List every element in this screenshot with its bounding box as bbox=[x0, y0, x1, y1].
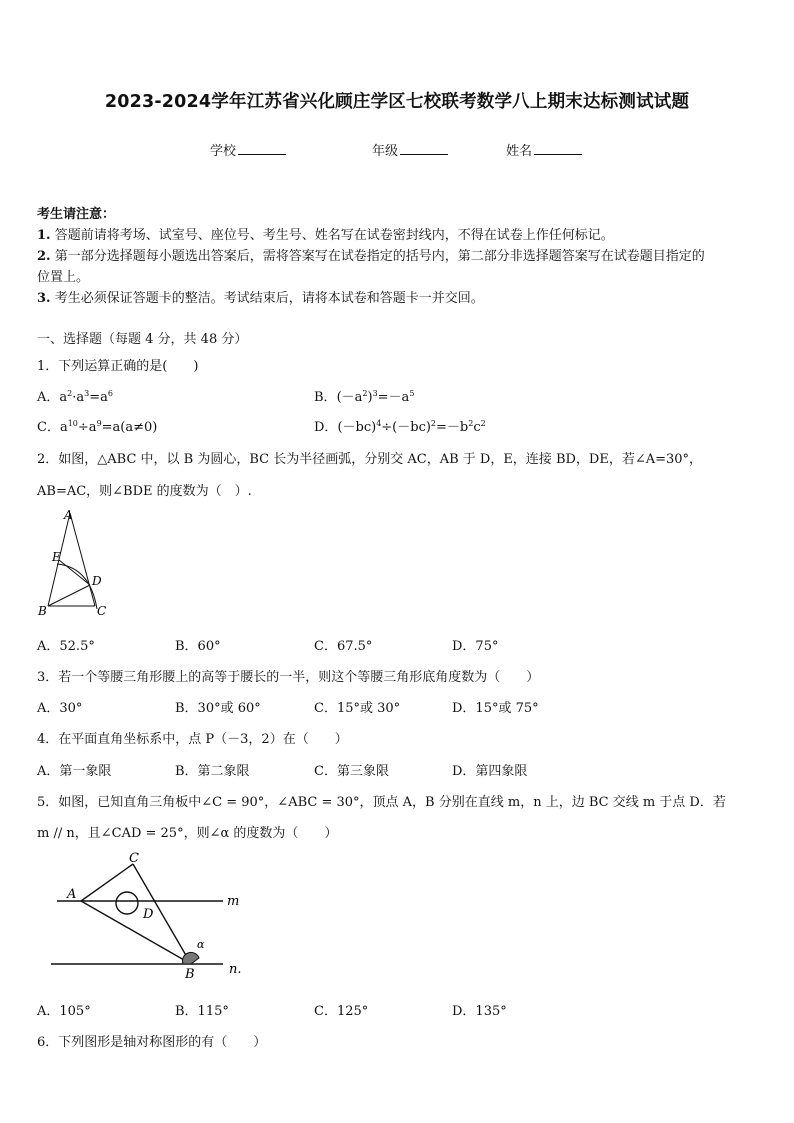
label-b: B bbox=[38, 604, 47, 618]
q3-option-c[interactable]: C．15°或 30° bbox=[314, 701, 401, 716]
notice-item-2: 2. 第一部分选择题每小题选出答案后，需将答案写在试卷指定的括号内，第二部分非选择题答案写在试卷题目指定的 bbox=[37, 249, 705, 264]
segment-ac bbox=[81, 864, 133, 901]
label-n: n. bbox=[229, 962, 242, 977]
label-d: D bbox=[92, 574, 102, 588]
notice-item-1: 1. 答题前请将考场、试室号、座位号、考生号、姓名写在试卷密封线内，不得在试卷上作任何标记。 bbox=[37, 228, 614, 243]
notice-item-3: 3. 考生必须保证答题卡的整洁。考试结束后，请将本试卷和答题卡一并交回。 bbox=[37, 291, 484, 306]
segment-bd bbox=[48, 585, 90, 606]
school-blank[interactable] bbox=[238, 142, 286, 155]
name-label: 姓名 bbox=[506, 144, 533, 159]
notice-item-2-cont: 位置上。 bbox=[37, 270, 90, 285]
page-title: 2023-2024学年江苏省兴化顾庄学区七校联考数学八上期末达标测试试题 bbox=[104, 92, 690, 112]
q5-option-c[interactable]: C．125° bbox=[314, 1004, 369, 1019]
q4-option-c[interactable]: C．第三象限 bbox=[314, 764, 389, 779]
segment-ac bbox=[70, 513, 95, 606]
section-heading: 一、选择题（每题 4 分，共 48 分） bbox=[37, 332, 248, 347]
q4-option-b[interactable]: B．第二象限 bbox=[175, 764, 250, 779]
school-field bbox=[210, 140, 286, 159]
name-blank[interactable] bbox=[534, 142, 582, 155]
grade-blank[interactable] bbox=[400, 142, 448, 155]
q5-option-d[interactable]: D．135° bbox=[452, 1004, 507, 1019]
label-c: C bbox=[97, 604, 107, 618]
arc-centered-b bbox=[57, 564, 97, 609]
segment-cb bbox=[133, 864, 191, 964]
q2-stem-line1: 2．如图，△ABC 中，以 B 为圆心，BC 长为半径画弧，分别交 AC，AB 于 D，E，连接 BD，DE，若∠A=30°， bbox=[37, 452, 703, 467]
q5-option-a[interactable]: A．105° bbox=[37, 1004, 91, 1019]
notice-heading: 考生请注意： bbox=[37, 207, 116, 222]
q1-option-d[interactable]: D．$(-bc)^4\div(-bc)^2=-b^2c^2$ bbox=[314, 419, 486, 435]
grade-field bbox=[372, 140, 448, 159]
label-a: A bbox=[67, 887, 77, 902]
angle-mark-circle bbox=[116, 892, 138, 914]
label-c: C bbox=[129, 851, 139, 866]
name-field bbox=[506, 140, 582, 159]
label-m: m bbox=[227, 894, 240, 909]
q4-stem: 4．在平面直角坐标系中，点 P（－3，2）在（ ） bbox=[37, 732, 348, 747]
q1-option-b[interactable]: B．$(-a^2)^3=-a^5$ bbox=[314, 389, 415, 405]
q2-option-d[interactable]: D．75° bbox=[452, 639, 499, 654]
q5-triangle-figure bbox=[45, 848, 255, 983]
label-b: B bbox=[185, 967, 195, 982]
q2-triangle-figure bbox=[30, 505, 120, 620]
q5-stem-line1: 5．如图，已知直角三角板中∠C = 90°，∠ABC = 30°，顶点 A，B 分别在直线 m，n 上，边 BC 交线 m 于点 D．若 bbox=[37, 795, 726, 810]
label-a: A bbox=[64, 508, 73, 522]
q4-option-a[interactable]: A．第一象限 bbox=[37, 764, 112, 779]
q2-option-a[interactable]: A．52.5° bbox=[37, 639, 95, 654]
q5-stem-line2: m // n，且∠CAD = 25°，则∠α 的度数为（ ） bbox=[37, 826, 338, 841]
q1-option-c[interactable]: C．$a^{10}\div a^9=a(a\ne 0)$ bbox=[37, 419, 158, 435]
segment-de bbox=[59, 560, 90, 585]
q3-stem: 3．若一个等腰三角形腰上的高等于腰长的一半，则这个等腰三角形底角度数为（ ） bbox=[37, 670, 540, 685]
q5-option-b[interactable]: B．115° bbox=[175, 1004, 229, 1019]
grade-label: 年级 bbox=[372, 144, 399, 159]
q3-option-a[interactable]: A．30° bbox=[37, 701, 83, 716]
q6-stem: 6．下列图形是轴对称图形的有（ ） bbox=[37, 1035, 267, 1050]
label-e: E bbox=[52, 550, 61, 564]
q1-option-a[interactable]: A．$a^2\cdot a^3=a^6$ bbox=[37, 389, 113, 405]
q2-stem-line2: AB=AC，则∠BDE 的度数为（ ）. bbox=[37, 484, 252, 499]
q3-option-b[interactable]: B．30°或 60° bbox=[175, 701, 261, 716]
label-alpha: α bbox=[197, 938, 205, 951]
q1-stem: 1．下列运算正确的是( ) bbox=[37, 359, 199, 374]
q2-option-c[interactable]: C．67.5° bbox=[314, 639, 373, 654]
q2-option-b[interactable]: B．60° bbox=[175, 639, 221, 654]
school-label: 学校 bbox=[210, 144, 237, 159]
q3-option-d[interactable]: D．15°或 75° bbox=[452, 701, 539, 716]
label-d: D bbox=[143, 907, 154, 922]
q4-option-d[interactable]: D．第四象限 bbox=[452, 764, 528, 779]
